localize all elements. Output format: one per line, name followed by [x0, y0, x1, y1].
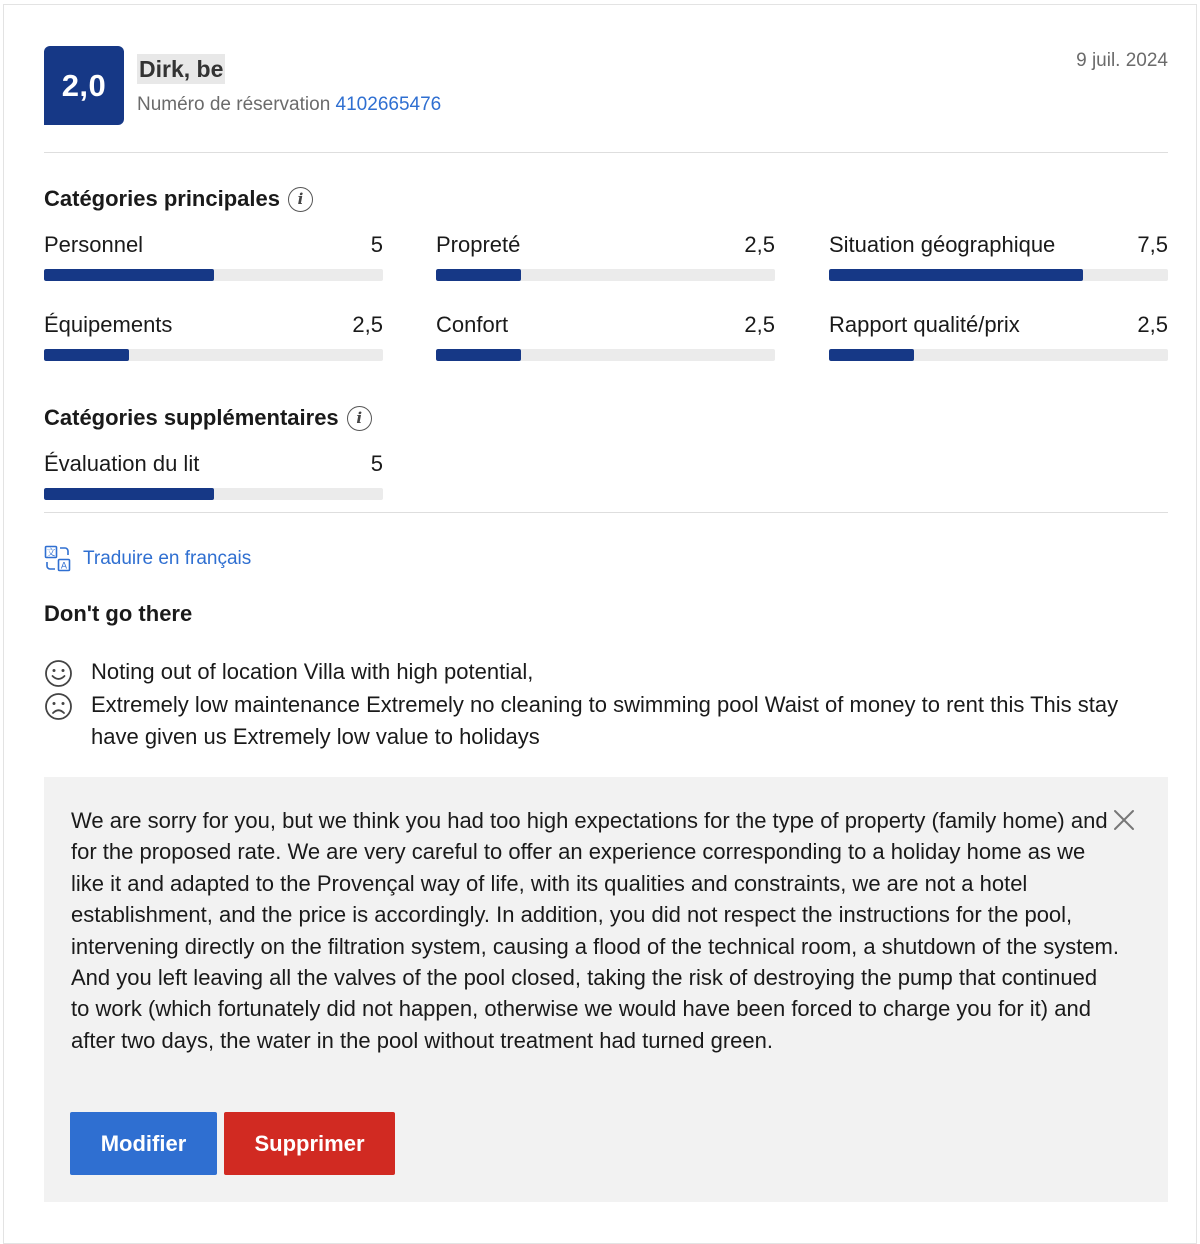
- extra-categories-heading: [44, 405, 372, 431]
- category-label: Rapport qualité/prix: [829, 312, 1020, 337]
- main-categories-title: Catégories principales: [44, 186, 280, 211]
- category-bar-fill: [829, 349, 914, 361]
- category-bar: [436, 269, 775, 281]
- review-date: 9 juil. 2024: [1076, 50, 1168, 71]
- frown-icon: [44, 689, 91, 753]
- translate-icon: [44, 545, 71, 572]
- main-categories-heading: [44, 186, 313, 212]
- negative-comment: [44, 689, 1169, 753]
- category-value: 2,5: [744, 232, 775, 257]
- category-label: Personnel: [44, 232, 144, 257]
- category-value: 7,5: [1137, 232, 1168, 257]
- review-card: [3, 4, 1197, 1244]
- edit-button[interactable]: Modifier: [70, 1112, 217, 1175]
- category-proprete: [436, 232, 775, 292]
- close-icon[interactable]: [1113, 809, 1135, 831]
- booking-label: Numéro de réservation: [137, 94, 331, 115]
- info-icon[interactable]: i: [288, 187, 313, 212]
- divider: [44, 152, 1168, 153]
- category-label: Confort: [436, 312, 509, 337]
- category-personnel: [44, 232, 383, 292]
- category-bar: [829, 349, 1168, 361]
- translate-label: Traduire en français: [83, 547, 252, 569]
- category-bar-fill: [829, 269, 1083, 281]
- category-bar: [829, 269, 1168, 281]
- category-bar: [436, 349, 775, 361]
- translate-link[interactable]: [44, 545, 251, 572]
- category-value: 2,5: [1137, 312, 1168, 337]
- category-bar-fill: [436, 269, 521, 281]
- review-title: Don't go there: [44, 601, 193, 626]
- svg-text:文: 文: [46, 548, 56, 559]
- category-value: 5: [370, 232, 383, 257]
- booking-info: [137, 94, 441, 116]
- svg-text:A: A: [60, 561, 68, 572]
- extra-categories-title: Catégories supplémentaires: [44, 405, 339, 430]
- category-bar-fill: [44, 349, 129, 361]
- category-label: Équipements: [44, 312, 173, 337]
- booking-number-link[interactable]: 4102665476: [335, 94, 442, 115]
- delete-button[interactable]: Supprimer: [224, 1112, 395, 1175]
- category-evaluation-lit: [44, 451, 383, 511]
- divider: [44, 512, 1168, 513]
- category-bar-fill: [436, 349, 521, 361]
- category-bar-fill: [44, 269, 214, 281]
- category-value: 2,5: [744, 312, 775, 337]
- category-value: 5: [370, 451, 383, 476]
- category-rapport-qualite-prix: [829, 312, 1168, 372]
- category-situation: [829, 232, 1168, 292]
- category-bar: [44, 269, 383, 281]
- positive-text: Noting out of location Villa with high potential,: [91, 659, 534, 684]
- category-label: Évaluation du lit: [44, 451, 200, 476]
- category-label: Propreté: [436, 232, 521, 257]
- negative-text: Extremely low maintenance Extremely no cleaning to swimming pool Waist of money to rent this This stay have given us Extremely low value to holidays: [91, 692, 1119, 749]
- info-icon[interactable]: i: [347, 406, 372, 431]
- response-text: We are sorry for you, but we think you had too high expectations for the type of property (family home) and for the proposed rate. We are very careful to offer an experience corresponding to a holiday home as we like it and adapted to the Provençal way of life, with its qualities and constraints, we are not a hotel establishment, and the price is accordingly. In addition, you did not respect the instructions for the pool, intervening directly on the filtration system, causing a flood of the technical room, a shutdown of the system. And you left leaving all the valves of the pool closed, taking the risk of destroying the pump that continued to work (which fortunately did not happen, otherwise we would have been forced to charge you for it) and after two days, the water in the pool without treatment had turned green.: [71, 808, 1119, 1053]
- category-bar-fill: [44, 488, 214, 500]
- reviewer-name: Dirk, be: [139, 56, 224, 82]
- category-bar: [44, 349, 383, 361]
- score-badge: 2,0: [44, 46, 124, 125]
- category-value: 2,5: [352, 312, 383, 337]
- category-confort: [436, 312, 775, 372]
- category-bar: [44, 488, 383, 500]
- category-equipements: [44, 312, 383, 372]
- category-label: Situation géographique: [829, 232, 1056, 257]
- host-response: [44, 777, 1168, 1202]
